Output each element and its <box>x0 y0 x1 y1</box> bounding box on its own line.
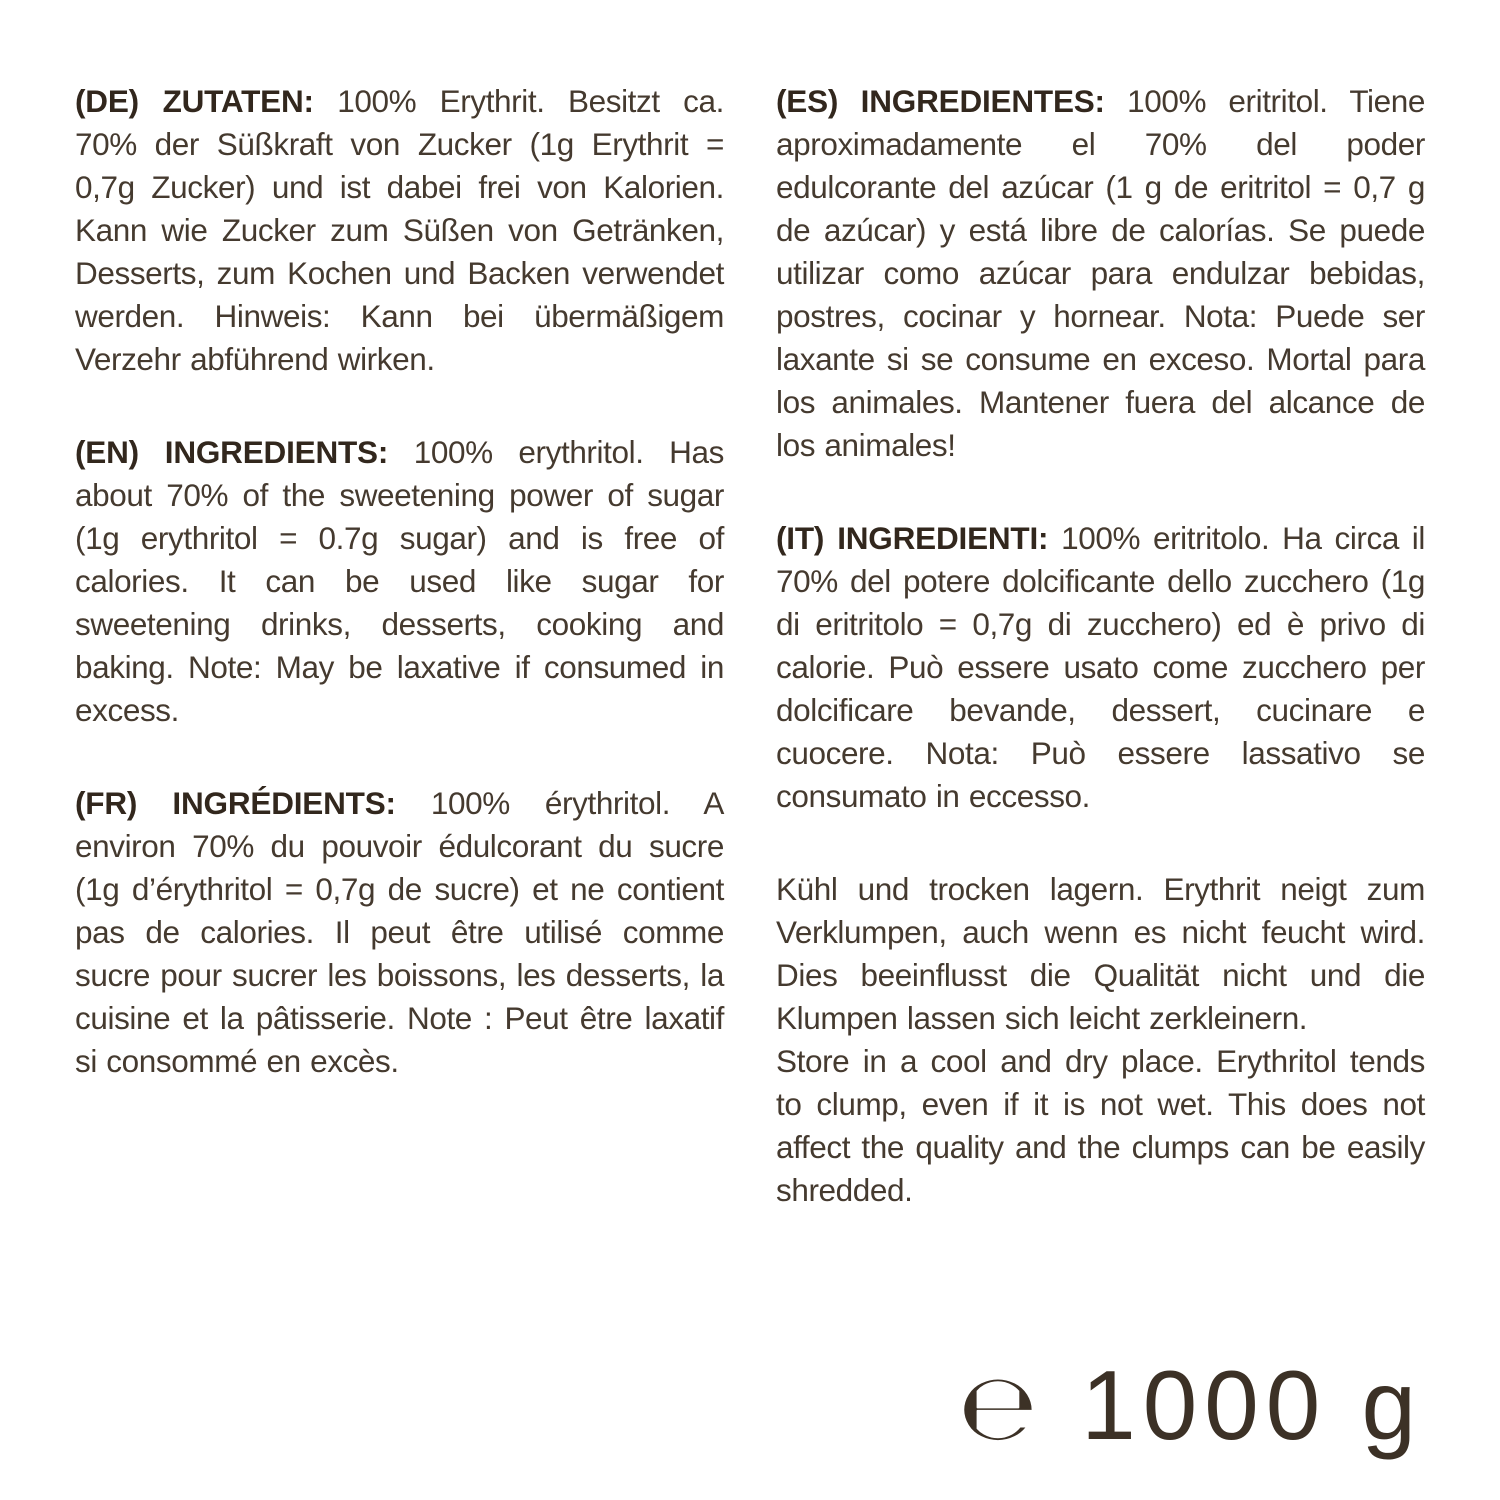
net-weight <box>958 1350 1423 1461</box>
ingredients-body-it: 100% eritritolo. Ha circa il 70% del potere dolcificante dello zucchero (1g di eritritolo = 0,7g di zucchero) ed è privo di calorie. Può essere usato come zucchero per dolcificare bevande, dessert, cucinare e cuocere. Nota: Può essere lassativo se consumato in eccesso. <box>776 520 1426 814</box>
storage-note-de-text: Kühl und trocken lagern. Erythrit neigt zum Verklumpen, auch wenn es nicht feucht wird. Dies beeinflusst die Qualität nicht und die Klumpen lassen sich leicht zerkleinern. <box>776 871 1425 1036</box>
ingredients-heading-fr: (FR) INGRÉDIENTS: <box>75 785 396 821</box>
ingredients-paragraph-es <box>776 80 1425 467</box>
ingredients-heading-de: (DE) ZUTATEN: <box>75 83 314 119</box>
estimated-sign: ℮ <box>958 1354 1038 1461</box>
ingredients-body-es: 100% eritritol. Tiene aproximadamente el 70% del poder edulcorante del azúcar (1 g de eritritol = 0,7 g de azúcar) y está libre de calorías. Se puede utilizar como azúcar para endulzar bebidas, postres, cocinar y hornear. Nota: Puede ser laxante si se consume en exceso. Mortal para los animales. Mantener fuera del alcance de los animales! <box>776 83 1425 463</box>
ingredients-heading-es: (ES) INGREDIENTES: <box>776 83 1105 119</box>
ingredients-paragraph-fr <box>75 782 724 1083</box>
right-column <box>776 80 1425 1212</box>
ingredients-paragraph-de <box>75 80 724 381</box>
ingredients-paragraph-it <box>776 517 1425 818</box>
storage-note-en <box>776 1040 1425 1212</box>
storage-note-de <box>776 868 1425 1040</box>
ingredients-body-de: 100% Erythrit. Besitzt ca. 70% der Süßkraft von Zucker (1g Erythrit = 0,7g Zucker) und ist dabei frei von Kalorien. Kann wie Zucker zum Süßen von Getränken, Desserts, zum Kochen und Backen verwendet werden. Hinweis: Kann bei übermäßigem Verzehr abführend wirken. <box>75 83 724 377</box>
ingredients-body-en: 100% erythritol. Has about 70% of the sweetening power of sugar (1g erythritol = 0.7g sugar) and is free of calories. It can be used like sugar for sweetening drinks, desserts, cooking and baking. Note: May be laxative if consumed in excess. <box>75 434 724 728</box>
label-text-columns <box>75 80 1425 1212</box>
left-column <box>75 80 724 1212</box>
net-weight-value: 1000 g <box>1081 1350 1423 1460</box>
ingredients-heading-it: (IT) INGREDIENTI: <box>776 520 1049 556</box>
ingredients-heading-en: (EN) INGREDIENTS: <box>75 434 389 470</box>
ingredients-body-fr: 100% érythritol. A environ 70% du pouvoir édulcorant du sucre (1g d’érythritol = 0,7g de sucre) et ne contient pas de calories. Il peut être utilisé comme sucre pour sucrer les boissons, les desserts, la cuisine et la pâtisserie. Note : Peut être laxatif si consommé en excès. <box>75 785 724 1079</box>
storage-note-en-text: Store in a cool and dry place. Erythritol tends to clump, even if it is not wet. This does not affect the quality and the clumps can be easily shredded. <box>776 1043 1425 1208</box>
ingredients-paragraph-en <box>75 431 724 732</box>
